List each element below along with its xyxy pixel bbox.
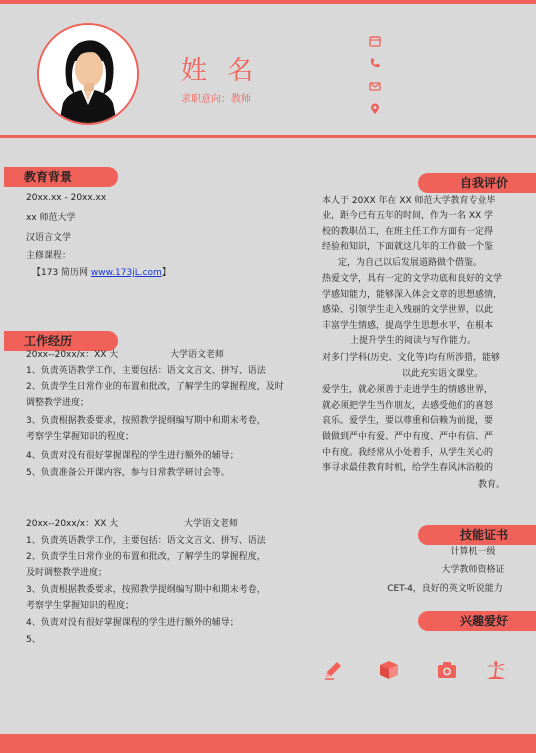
job-1-line: 调整教学进度； (26, 398, 90, 408)
self-eval-line: 哀乐。爱学生，要以尊重和信赖为前提，要 (322, 416, 494, 426)
education-period: 20xx.xx - 20xx.xx (26, 193, 107, 203)
job-2-line: 考察学生掌握知识的程度； (26, 601, 135, 611)
skills-heading: 技能证书 (418, 525, 536, 545)
self-eval-line: 丰富学生情感，提高学生思想水平，在根本 (322, 321, 494, 331)
footer-bar (0, 734, 536, 753)
camera-icon (436, 659, 458, 681)
self-eval-line: 校的教职员工，在班主任工作方面有一定得 (322, 227, 494, 237)
header-divider (0, 135, 536, 138)
self-eval-line: 爱学生，就必须善于走进学生的情感世界， (322, 385, 494, 395)
self-eval-line: 经验和知识，下面就这几年的工作做一个鉴 (322, 242, 494, 252)
job-1-line: 5、负责准备公开课内容，参与日常教学研讨会等。 (26, 468, 230, 478)
job-intent: 求职意向：教师 (181, 94, 251, 105)
self-eval-line: 以此充实语文课堂。 (402, 369, 484, 379)
education-heading: 教育背景 (4, 167, 118, 187)
skill-item: CET-4，良好的英文听说能力 (387, 584, 503, 594)
self-eval-line: 事寻求最佳教育时机，给学生春风沐浴般的 (322, 463, 494, 473)
calendar-icon (369, 35, 381, 47)
candidate-name: 姓 名 (181, 56, 260, 86)
self-eval-line: 感染、引领学生走入残丽的文学世界，以此 (322, 305, 494, 315)
top-accent-bar (0, 0, 536, 4)
education-major: 汉语言文学 (26, 233, 72, 243)
work-heading: 工作经历 (4, 331, 118, 351)
job-2-period: 20xx--20xx/x：XX 大 (26, 519, 119, 529)
phone-icon (369, 57, 381, 69)
job-1-line: 1、负责英语教学工作，主要包括：语文文言文、拼写、语法 (26, 366, 266, 376)
job-2-line: 1、负责英语教学工作，主要包括：语文文言文、拼写、语法 (26, 536, 266, 546)
job-2-position: 大学语文老师 (184, 519, 239, 529)
job-2-line: 5、 (26, 635, 41, 645)
pencil-icon (322, 659, 344, 681)
job-1-position: 大学语文老师 (170, 350, 225, 360)
self-eval-line: 教育。 (478, 480, 506, 490)
job-1-line: 3、负责根据教委要求，按照教学提纲编写期中和期末考卷， (26, 416, 266, 426)
job-2-line: 2、负责学生日常作业的布置和批改，了解学生的掌握程度， (26, 552, 266, 562)
skill-item: 计算机一级 (450, 547, 496, 557)
education-school: xx 师范大学 (26, 213, 76, 223)
self-eval-line: 对多门学科(历史、文化等)均有所涉猎，能够 (322, 353, 501, 363)
website-link[interactable]: www.173jL.com (90, 268, 162, 278)
job-2-line: 及时调整教学进度； (26, 568, 108, 578)
education-courses (32, 266, 171, 282)
hobbies-heading: 兴趣爱好 (418, 611, 536, 631)
courses-prefix: 【173 简历网 (32, 268, 91, 278)
self-eval-line: 热爱文学，具有一定的文学功底和良好的文学 (322, 274, 503, 284)
education-courses-label: 主修课程： (26, 251, 72, 261)
self-eval-line: 学感知能力，能够深入体会文章的思想感情， (322, 290, 503, 300)
self-eval-heading: 自我评价 (418, 173, 536, 193)
self-eval-line: 本人于 20XX 年在 XX 师范大学教育专业毕 (322, 196, 496, 206)
job-2-line: 3、负责根据教委要求，按照教学提纲编写期中和期末考卷， (26, 585, 266, 595)
location-icon (369, 103, 381, 115)
self-eval-line: 上提升学生的阅读与写作能力。 (350, 336, 477, 346)
job-1-line: 考察学生掌握知识的程度； (26, 432, 135, 442)
mail-icon (369, 80, 381, 92)
job-1-line: 4、负责对没有很好掌握课程的学生进行额外的辅导； (26, 451, 239, 461)
beach-icon (485, 659, 507, 681)
book-icon (378, 659, 400, 681)
self-eval-line: 中有度。我经常从小处着手，从学生关心的 (322, 448, 494, 458)
self-eval-line: 做做到严中有爱、严中有度、严中有信、严 (322, 432, 494, 442)
self-eval-line: 定，为自己以后发展道路做个借鉴。 (338, 258, 483, 268)
courses-suffix: 】 (161, 268, 171, 278)
skill-item: 大学教师资格证 (441, 565, 505, 575)
job-1-period: 20xx--20xx/x：XX 大 (26, 350, 119, 360)
self-eval-line: 就必须把学生当作朋友，去感受他们的喜怒 (322, 401, 494, 411)
avatar (37, 23, 139, 125)
self-eval-line: 业，距今已有五年的时间，作为一名 XX 学 (322, 211, 494, 221)
job-1-line: 2、负责学生日常作业的布置和批改，了解学生的掌握程度，及时 (26, 382, 284, 392)
job-2-line: 4、负责对没有很好掌握课程的学生进行额外的辅导； (26, 618, 239, 628)
